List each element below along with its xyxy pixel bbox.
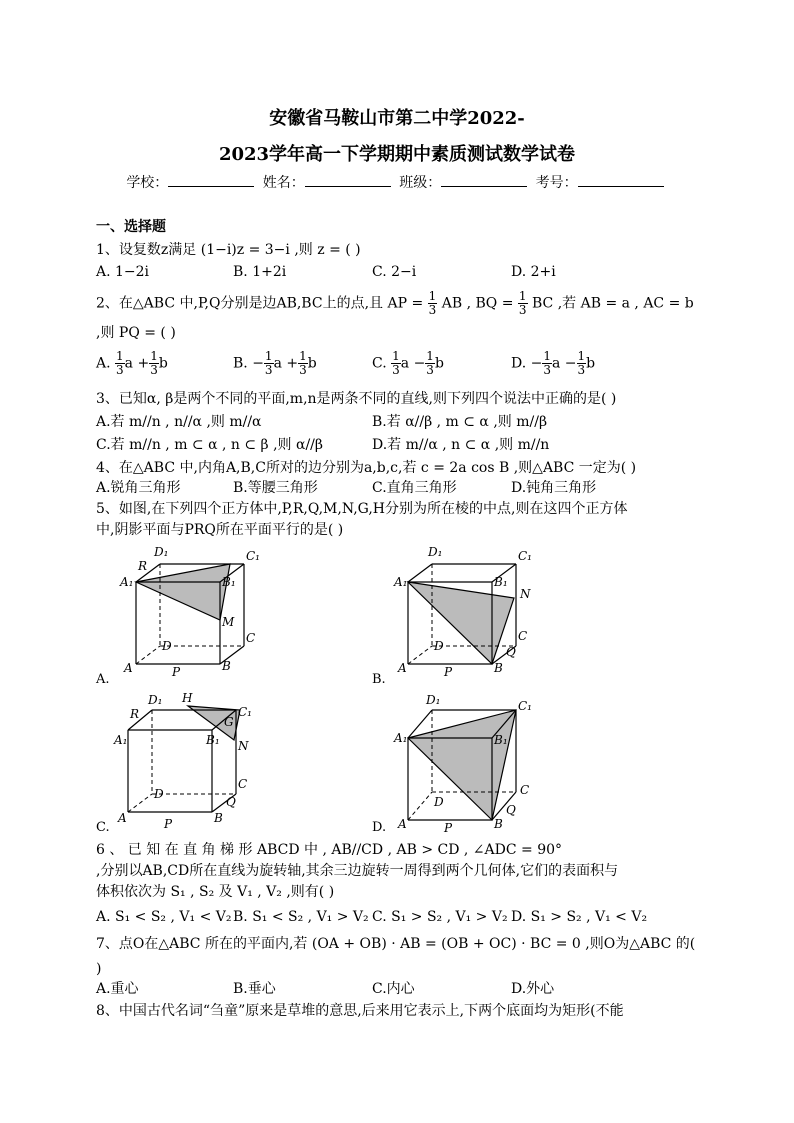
student-info-row bbox=[0, 172, 794, 192]
question-8-stem: 8、中国古代名词“刍童”原来是草堆的意思,后来用它表示上,下两个底面均为矩形(不能 bbox=[96, 1003, 624, 1019]
svg-text:A₁: A₁ bbox=[394, 731, 408, 745]
svg-text:P: P bbox=[444, 821, 453, 834]
school-label: 学校： bbox=[126, 175, 169, 191]
svg-text:D₁: D₁ bbox=[426, 693, 441, 707]
q1-option-c[interactable]: C. 2−i bbox=[372, 264, 417, 280]
shaded-plane-a bbox=[136, 564, 230, 620]
question-4-stem: 4、在△ABC 中,内角A,B,C所对的边分别为a,b,c,若 c = 2a cos B ,则△ABC 一定为( ) bbox=[96, 460, 637, 476]
q4-option-b[interactable]: B.等腰三角形 bbox=[233, 480, 318, 496]
q6-option-c[interactable]: C. S₁ > S₂ , V₁ > V₂ bbox=[372, 909, 508, 925]
cube-figure-a bbox=[110, 542, 270, 682]
exam-number-label: 考号： bbox=[535, 175, 578, 191]
question-3-stem: 3、已知α, β是两个不同的平面,m,n是两条不同的直线,则下列四个说法中正确的是( ) bbox=[96, 391, 617, 407]
svg-text:H: H bbox=[182, 691, 193, 705]
question-5-stem-line1: 5、如图,在下列四个正方体中,P,R,Q,M,N,G,H分别为所在棱的中点,则在这四个正方体 bbox=[96, 501, 628, 517]
svg-text:B₁: B₁ bbox=[494, 733, 508, 747]
svg-text:D₁: D₁ bbox=[154, 545, 169, 559]
svg-text:G: G bbox=[224, 715, 234, 729]
svg-text:M: M bbox=[222, 615, 235, 629]
shaded-plane-d bbox=[408, 710, 516, 820]
svg-text:D: D bbox=[162, 639, 172, 653]
q2-option-a[interactable]: A. $\frac{1}{3}$ a + $\frac{1}{3}$ b bbox=[96, 349, 168, 377]
svg-text:B₁: B₁ bbox=[494, 575, 508, 589]
q6-option-d[interactable]: D. S₁ > S₂ , V₁ < V₂ bbox=[511, 909, 648, 925]
question-1-stem: 1、设复数z满足 (1−i)z = 3−i ,则 z = ( ) bbox=[96, 242, 361, 258]
svg-text:D₁: D₁ bbox=[428, 545, 443, 559]
q2-stem-part-b: AB , BQ = bbox=[441, 295, 514, 312]
svg-text:R: R bbox=[130, 707, 140, 721]
svg-text:N: N bbox=[520, 587, 531, 601]
class-blank[interactable] bbox=[441, 174, 527, 187]
q4-option-c[interactable]: C.直角三角形 bbox=[372, 480, 457, 496]
svg-text:P: P bbox=[444, 665, 453, 679]
question-2-stem-end: ,则 PQ = ( ) bbox=[96, 325, 176, 341]
q6-option-a[interactable]: A. S₁ < S₂ , V₁ < V₂ bbox=[96, 909, 232, 925]
q2-option-c[interactable]: C. $\frac{1}{3}$ a − $\frac{1}{3}$ b bbox=[372, 349, 444, 377]
fig-label-d[interactable]: D. bbox=[372, 820, 387, 835]
q2-fraction-2: $\frac{1}{3}$ bbox=[518, 289, 527, 317]
question-7-stem-line2: ) bbox=[96, 961, 102, 977]
class-label: 班级： bbox=[399, 175, 442, 191]
svg-text:A: A bbox=[398, 817, 407, 831]
question-5-stem-line2: 中,阴影平面与PRQ所在平面平行的是( ) bbox=[96, 522, 344, 538]
q1-option-a[interactable]: A. 1−2i bbox=[96, 264, 150, 280]
svg-text:Q: Q bbox=[506, 645, 516, 659]
question-6-stem-line1: 6 、 已 知 在 直 角 梯 形 ABCD 中 , AB//CD , AB > CD , ∠ADC = 90° bbox=[96, 842, 563, 858]
name-label: 姓名： bbox=[262, 175, 305, 191]
svg-text:C₁: C₁ bbox=[518, 549, 532, 563]
question-6-stem-line2: ,分别以AB,CD所在直线为旋转轴,其余三边旋转一周得到两个几何体,它们的表面积与 bbox=[96, 863, 619, 879]
svg-text:P: P bbox=[164, 817, 173, 831]
name-blank[interactable] bbox=[305, 174, 391, 187]
q3-option-c[interactable]: C.若 m//n , m ⊂ α , n ⊂ β ,则 α//β bbox=[96, 437, 323, 453]
svg-text:P: P bbox=[172, 665, 181, 679]
svg-text:B₁: B₁ bbox=[222, 575, 236, 589]
q1-option-d[interactable]: D. 2+i bbox=[511, 264, 556, 280]
exam-title-line2: 2023学年高一下学期期中素质测试数学试卷 bbox=[218, 144, 576, 165]
q3-option-d[interactable]: D.若 m//α , n ⊂ α ,则 m//n bbox=[372, 437, 550, 453]
svg-text:C₁: C₁ bbox=[238, 705, 252, 719]
shaded-plane-b bbox=[408, 582, 514, 664]
cube-figure-c bbox=[110, 688, 270, 834]
question-6-stem-line3: 体积依次为 S₁ , S₂ 及 V₁ , V₂ ,则有( ) bbox=[96, 884, 335, 900]
q7-option-b[interactable]: B.垂心 bbox=[233, 981, 276, 997]
svg-text:B: B bbox=[494, 661, 503, 675]
fig-label-a[interactable]: A. bbox=[96, 672, 110, 687]
svg-text:Q: Q bbox=[506, 803, 516, 817]
svg-text:Q: Q bbox=[226, 795, 236, 809]
q7-option-c[interactable]: C.内心 bbox=[372, 981, 415, 997]
q1-option-b[interactable]: B. 1+2i bbox=[233, 264, 287, 280]
svg-text:D: D bbox=[154, 787, 164, 801]
svg-text:A: A bbox=[118, 811, 127, 825]
svg-text:C₁: C₁ bbox=[518, 699, 532, 713]
section-heading: 一、选择题 bbox=[96, 219, 166, 235]
svg-text:A₁: A₁ bbox=[120, 575, 134, 589]
svg-text:D: D bbox=[434, 639, 444, 653]
svg-text:B: B bbox=[222, 659, 231, 673]
svg-text:C₁: C₁ bbox=[246, 549, 260, 563]
svg-text:B: B bbox=[214, 811, 223, 825]
exam-number-blank[interactable] bbox=[578, 174, 664, 187]
q4-option-d[interactable]: D.钝角三角形 bbox=[511, 480, 597, 496]
svg-text:N: N bbox=[238, 739, 249, 753]
exam-title-line1: 安徽省马鞍山市第二中学2022- bbox=[269, 108, 525, 129]
svg-text:A₁: A₁ bbox=[114, 733, 128, 747]
svg-text:C: C bbox=[238, 777, 248, 791]
q3-option-a[interactable]: A.若 m//n , n//α ,则 m//α bbox=[96, 414, 262, 430]
q2-stem-part-a: 2、在△ABC 中,P,Q分别是边AB,BC上的点,且 AP = bbox=[96, 295, 424, 312]
svg-text:A: A bbox=[398, 661, 407, 675]
q2-fraction-1: $\frac{1}{3}$ bbox=[428, 289, 437, 317]
q7-option-a[interactable]: A.重心 bbox=[96, 981, 139, 997]
q6-option-b[interactable]: B. S₁ < S₂ , V₁ > V₂ bbox=[233, 909, 369, 925]
q2-option-d[interactable]: D. − $\frac{1}{3}$ a − $\frac{1}{3}$ b bbox=[511, 349, 596, 377]
svg-text:A: A bbox=[124, 661, 133, 675]
svg-text:B: B bbox=[494, 817, 503, 831]
q3-option-b[interactable]: B.若 α//β , m ⊂ α ,则 m//β bbox=[372, 414, 548, 430]
svg-text:C: C bbox=[246, 631, 256, 645]
svg-text:D: D bbox=[434, 795, 444, 809]
q7-option-d[interactable]: D.外心 bbox=[511, 981, 555, 997]
question-2-stem bbox=[96, 290, 694, 317]
q2-stem-part-c: BC ,若 AB = a , AC = b bbox=[531, 295, 694, 312]
q2-option-b[interactable]: B. − $\frac{1}{3}$ a + $\frac{1}{3}$ b bbox=[233, 349, 317, 377]
school-blank[interactable] bbox=[168, 174, 254, 187]
svg-text:C: C bbox=[518, 629, 528, 643]
svg-text:A₁: A₁ bbox=[394, 575, 408, 589]
question-7-stem-line1: 7、点O在△ABC 所在的平面内,若 (OA + OB) · AB = (OB + OC) · BC = 0 ,则O为△ABC 的( bbox=[96, 936, 696, 952]
svg-text:D₁: D₁ bbox=[148, 693, 163, 707]
svg-text:R: R bbox=[138, 559, 148, 573]
q4-option-a[interactable]: A.锐角三角形 bbox=[96, 480, 181, 496]
cube-figure-d bbox=[390, 688, 550, 834]
cube-figure-b bbox=[390, 542, 550, 682]
svg-text:C: C bbox=[520, 783, 530, 797]
svg-text:B₁: B₁ bbox=[206, 733, 220, 747]
fig-label-c[interactable]: C. bbox=[96, 820, 110, 835]
fig-label-b[interactable]: B. bbox=[372, 672, 386, 687]
